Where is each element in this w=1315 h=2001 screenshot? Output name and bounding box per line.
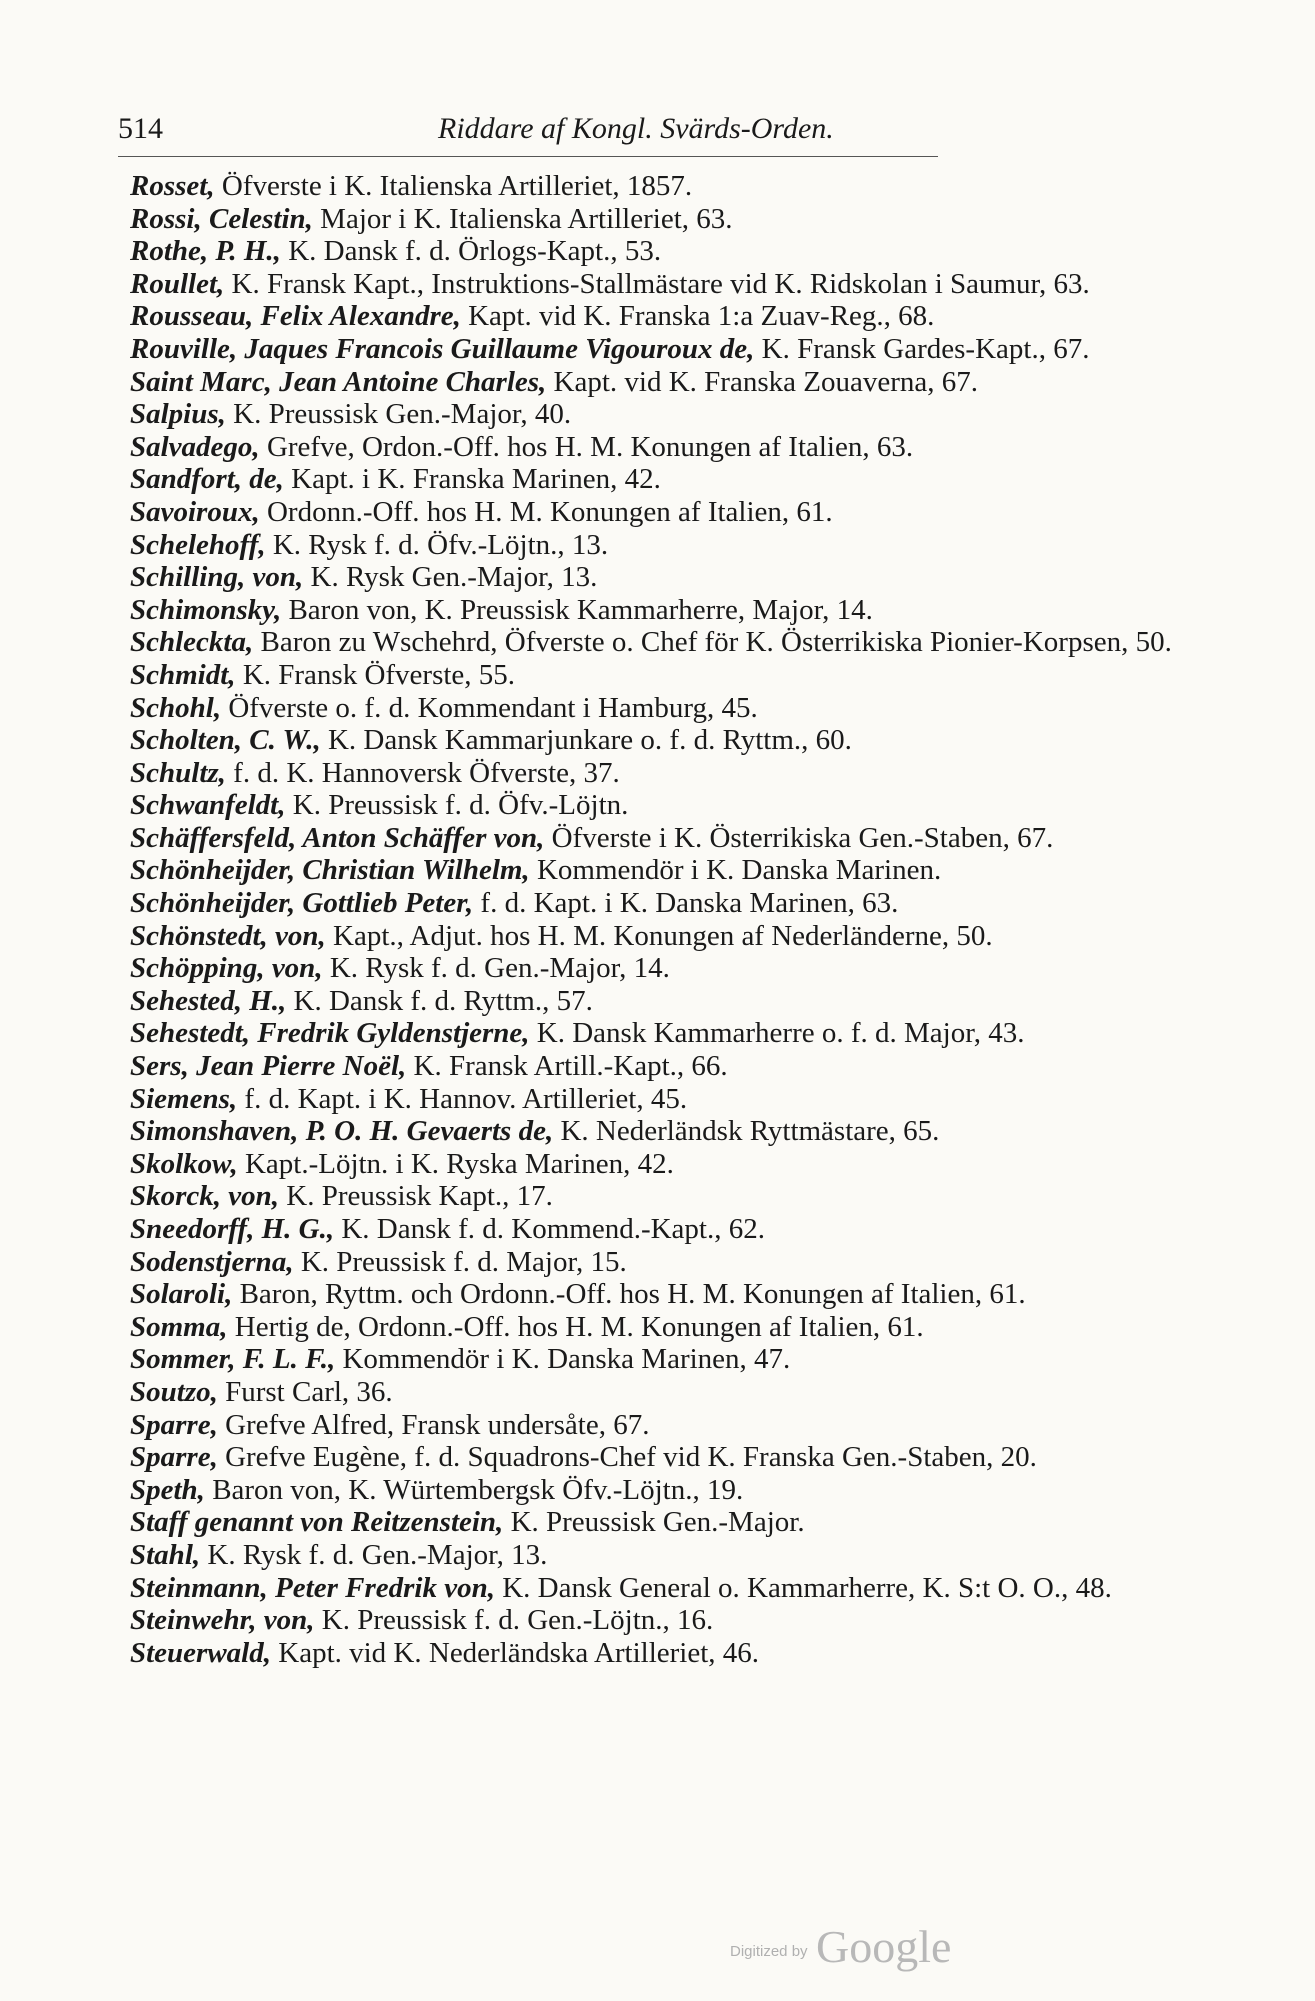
entry-text: K. Fransk Gardes-Kapt., 67. [754,332,1090,365]
list-item [130,1017,1250,1050]
entry-list [130,170,1250,1669]
list-item [130,235,1250,268]
entry-name: Salvadego, [130,430,260,463]
entry-text: Grefve, Ordon.-Off. hos H. M. Konungen af Italien, 63. [259,430,914,463]
list-item [130,1637,1250,1670]
entry-name: Sparre, [130,1408,218,1441]
list-item [130,1572,1250,1605]
list-item [130,952,1250,985]
list-item [130,1506,1250,1539]
entry-text: K. Rysk f. d. Öfv.-Löjtn., 13. [265,528,609,561]
digitized-watermark [730,1920,1010,1980]
entry-text: Kapt.-Löjtn. i K. Ryska Marinen, 42. [237,1147,674,1180]
list-item [130,268,1250,301]
list-item [130,985,1250,1018]
entry-text: K. Preussisk Kapt., 17. [279,1180,553,1213]
list-item [130,1343,1250,1376]
entry-text: Baron, Ryttm. och Ordonn.-Off. hos H. M. Konungen af Italien, 61. [232,1278,1026,1311]
entry-text: K. Dansk f. d. Ryttm., 57. [286,984,593,1017]
list-item [130,1278,1250,1311]
entry-name: Steinmann, Peter Fredrik von, [130,1571,495,1604]
entry-name: Speth, [130,1473,205,1506]
entry-text: K. Preussisk Gen.-Major. [503,1506,805,1539]
entry-text: K. Preussisk f. d. Öfv.-Löjtn. [285,789,629,822]
google-logo: Google [816,1921,952,1972]
entry-name: Sers, Jean Pierre Noël, [130,1050,407,1083]
entry-text: K. Dansk Kammarherre o. f. d. Major, 43. [529,1017,1025,1050]
list-item [130,1213,1250,1246]
entry-text: Kapt. i K. Franska Marinen, 42. [283,463,661,496]
entry-name: Schönheijder, Christian Wilhelm, [130,854,530,887]
list-item [130,659,1250,692]
entry-name: Schäffersfeld, Anton Schäffer von, [130,821,545,854]
list-item [130,529,1250,562]
list-item [130,333,1250,366]
list-item [130,757,1250,790]
entry-text: Öfverste i K. Österrikiska Gen.-Staben, 67. [544,821,1054,854]
list-item [130,626,1250,659]
entry-text: Ordonn.-Off. hos H. M. Konungen af Italien, 61. [259,495,833,528]
entry-text: K. Fransk Artill.-Kapt., 66. [406,1050,728,1083]
entry-name: Rousseau, Felix Alexandre, [130,300,461,333]
entry-name: Roullet, [130,267,225,300]
entry-name: Siemens, [130,1082,238,1115]
entry-name: Rouville, Jaques Francois Guillaume Vigouroux de, [130,332,755,365]
entry-name: Steuerwald, [130,1636,271,1669]
list-item [130,594,1250,627]
list-item [130,789,1250,822]
entry-text: K. Dansk f. d. Kommend.-Kapt., 62. [334,1213,765,1245]
entry-text: Baron von, K. Würtembergsk Öfv.-Löjtn., 19. [204,1473,744,1506]
entry-text: Kapt. vid K. Franska 1:a Zuav-Reg., 68. [460,300,935,333]
entry-text: K. Rysk f. d. Gen.-Major, 13. [200,1538,548,1571]
entry-text: K. Rysk Gen.-Major, 13. [303,561,598,594]
list-item [130,1180,1250,1213]
entry-text: f. d. K. Hannoversk Öfverste, 37. [225,756,620,789]
entry-name: Savoiroux, [130,495,260,528]
entry-text: Kommendör i K. Danska Marinen. [529,854,942,887]
entry-name: Schönheijder, Gottlieb Peter, [130,887,474,920]
entry-text: Kapt. vid K. Franska Zouaverna, 67. [546,365,978,398]
list-item [130,692,1250,725]
entry-text: K. Nederländsk Ryttmästare, 65. [553,1115,940,1148]
list-item [130,1311,1250,1344]
entry-text: K. Fransk Kapt., Instruktions-Stallmästare vid K. Ridskolan i Saumur, 63. [224,267,1090,300]
page-header [118,112,938,154]
list-item [130,300,1250,333]
entry-name: Somma, [130,1310,228,1343]
list-item [130,431,1250,464]
entry-text: Baron von, K. Preussisk Kammarherre, Major, 14. [281,593,873,626]
entry-text: K. Rysk f. d. Gen.-Major, 14. [322,952,670,985]
list-item [130,887,1250,920]
entry-name: Sommer, F. L. F., [130,1343,336,1376]
entry-text: K. Dansk Kammarjunkare o. f. d. Ryttm., 60. [320,724,852,757]
entry-name: Schmidt, [130,658,236,691]
entry-name: Schimonsky, [130,593,282,626]
entry-text: Kommendör i K. Danska Marinen, 47. [335,1343,791,1376]
entry-text: f. d. Kapt. i K. Danska Marinen, 63. [473,887,899,920]
entry-text: Major i K. Italienska Artilleriet, 63. [312,202,733,235]
list-item [130,1409,1250,1442]
entry-text: f. d. Kapt. i K. Hannov. Artilleriet, 45. [237,1082,688,1115]
entry-name: Schwanfeldt, [130,789,286,822]
entry-name: Sparre, [130,1441,218,1474]
list-item [130,724,1250,757]
entry-name: Steinwehr, von, [130,1604,315,1637]
entry-name: Rossi, Celestin, [130,202,313,235]
entry-text: K. Preussisk f. d. Gen.-Löjtn., 16. [314,1604,714,1637]
entry-text: Kapt. vid K. Nederländska Artilleriet, 46. [271,1636,760,1669]
digitized-label: Digitized by [730,1943,808,1960]
entry-text: Furst Carl, 36. [217,1375,393,1408]
entry-name: Soutzo, [130,1375,218,1408]
list-item [130,1050,1250,1083]
header-rule [118,156,938,157]
entry-text: Öfverste o. f. d. Kommendant i Hamburg, 45. [221,691,758,724]
entry-text: Grefve Alfred, Fransk undersåte, 67. [217,1408,650,1441]
list-item [130,463,1250,496]
entry-name: Schilling, von, [130,561,304,594]
entry-text: K. Dansk f. d. Örlogs-Kapt., 53. [280,235,662,268]
list-item [130,170,1250,203]
list-item [130,1539,1250,1572]
list-item [130,1474,1250,1507]
list-item [130,1376,1250,1409]
entry-text: Baron zu Wschehrd, Öfverste o. Chef för K. Österrikiska Pionier-Korpsen, 50. [253,626,1172,659]
entry-name: Simonshaven, P. O. H. Gevaerts de, [130,1115,554,1148]
list-item [130,854,1250,887]
entry-name: Sodenstjerna, [130,1245,294,1278]
entry-name: Schöpping, von, [130,952,323,985]
entry-name: Scholten, C. W., [130,724,321,757]
entry-name: Staff genannt von Reitzenstein, [130,1506,504,1539]
entry-name: Solaroli, [130,1278,233,1311]
list-item [130,822,1250,855]
list-item [130,1115,1250,1148]
list-item [130,203,1250,236]
entry-name: Skolkow, [130,1147,238,1180]
list-item [130,561,1250,594]
list-item [130,398,1250,431]
entry-name: Rothe, P. H., [130,235,281,268]
list-item [130,1148,1250,1181]
entry-text: Kapt., Adjut. hos H. M. Konungen af Nederländerne, 50. [325,919,993,952]
entry-text: Öfverste i K. Italienska Artilleriet, 1857. [214,170,693,202]
entry-name: Rosset, [130,170,215,202]
page-number: 514 [118,112,163,145]
entry-name: Sehestedt, Fredrik Gyldenstjerne, [130,1017,530,1050]
entry-name: Sneedorff, H. G., [130,1213,335,1245]
entry-name: Schönstedt, von, [130,919,326,952]
entry-name: Schohl, [130,691,222,724]
entry-text: K. Preussisk f. d. Major, 15. [293,1245,627,1278]
list-item [130,1246,1250,1279]
list-item [130,366,1250,399]
entry-name: Sandfort, de, [130,463,284,496]
entry-name: Sehested, H., [130,984,287,1017]
running-title: Riddare af Kongl. Svärds-Orden. [438,112,834,145]
entry-name: Stahl, [130,1538,201,1571]
entry-name: Schleckta, [130,626,254,659]
entry-text: K. Preussisk Gen.-Major, 40. [225,398,572,431]
entry-name: Salpius, [130,398,226,431]
list-item [130,496,1250,529]
entry-text: Grefve Eugène, f. d. Squadrons-Chef vid K. Franska Gen.-Staben, 20. [217,1441,1037,1474]
entry-name: Schelehoff, [130,528,266,561]
entry-text: K. Fransk Öfverste, 55. [235,658,516,691]
list-item [130,1083,1250,1116]
entry-name: Saint Marc, Jean Antoine Charles, [130,365,547,398]
list-item [130,920,1250,953]
entry-name: Skorck, von, [130,1180,280,1213]
entry-name: Schultz, [130,756,226,789]
entry-text: Hertig de, Ordonn.-Off. hos H. M. Konungen af Italien, 61. [227,1310,924,1343]
entry-text: K. Dansk General o. Kammarherre, K. S:t O. O., 48. [494,1571,1112,1604]
list-item [130,1441,1250,1474]
list-item [130,1604,1250,1637]
